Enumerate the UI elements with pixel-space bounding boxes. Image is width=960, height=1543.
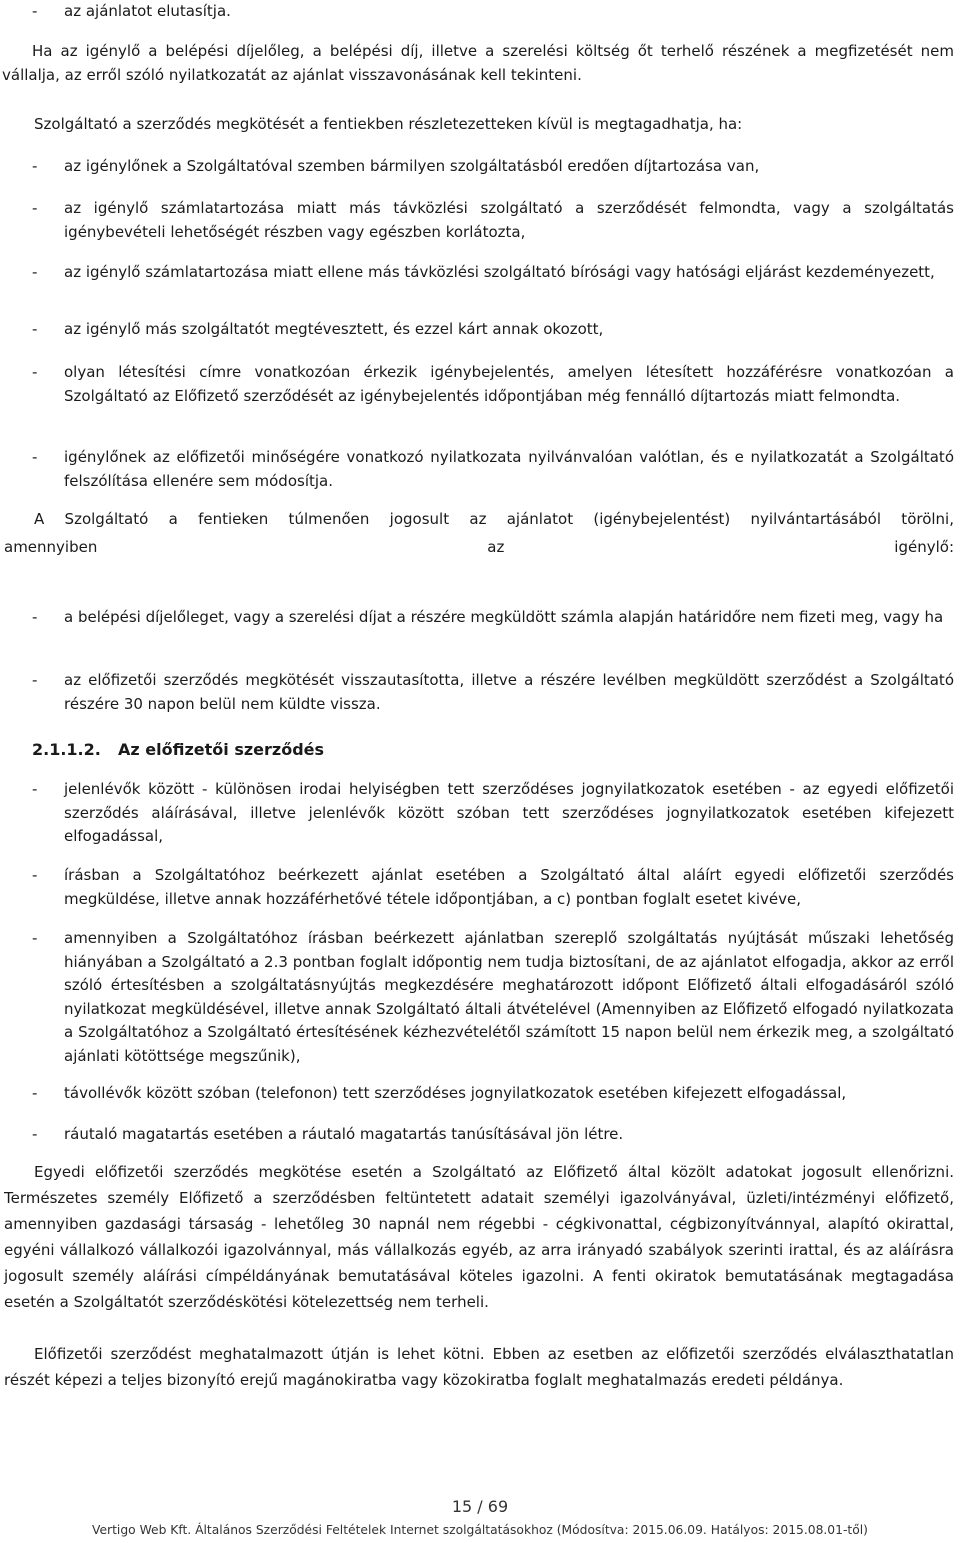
list-item-text: az igénylő számlatartozása miatt más távközlési szolgáltató a szerződését felmondta, vagy a szolgáltatás igénybevételi lehetőségét részben vagy egészben korlátozta, [64, 199, 954, 241]
list-item-text: írásban a Szolgáltatóhoz beérkezett ajánlat esetében a Szolgáltató által aláírt egyedi előfizetői szerződés megküldése, illetve annak hozzáférhetővé tétele időpontjában, a c) pontban foglalt esetet kivéve, [64, 866, 954, 908]
list-item-text: távollévők között szóban (telefonon) tett szerződéses jognyilatkozatok esetében kifejezett elfogadással, [64, 1084, 847, 1102]
paragraph-entry-fee: Ha az igénylő a belépési díjelőleg, a belépési díj, illetve a szerelési költség őt terhelő részének a megfizetését nem vállalja, az erről szóló nyilatkozatát az ajánlat visszavonásának kell tekinteni. [2, 42, 954, 84]
list-dash: - [32, 1084, 38, 1102]
list-item-text: ráutaló magatartás esetében a ráutaló magatartás tanúsításával jön létre. [64, 1125, 624, 1143]
page-number: 15 / 69 [451, 1497, 509, 1516]
list-item-text: olyan létesítési címre vonatkozóan érkezik igénybejelentés, amelyen létesített hozzáférésre vonatkozóan a Szolgáltató az Előfizető szerződését az igénybejelentés időpontjában még fennálló díjtartozás miatt felmondta. [64, 363, 954, 405]
list-dash: - [32, 608, 38, 626]
list-item-text: amennyiben a Szolgáltatóhoz írásban beérkezett ajánlatban szereplő szolgáltatás nyújtását műszaki lehetőség hiányában a Szolgáltató a 2.3 pontban foglalt időpontig nem tudja biztosítani, de az ajánlatot elfogadja, akkor az erről szóló értesítésben a szolgáltatásnyújtás megkezdésére meghatározott időpont Előfizető általi elfogadásáról szóló nyilatkozat megküldésével, illetve annak Szolgáltató általi átvételével (Amennyiben az Előfizető elfogadó nyilatkozata a Szolgáltatóhoz a Szolgáltató értesítésének kézhezvételétől számított 15 napon belül nem érkezik meg, a szolgáltató ajánlati kötöttsége megszűnik), [64, 929, 954, 1065]
list-dash: - [32, 448, 38, 466]
section-title: Az előfizetői szerződés [118, 740, 325, 759]
list-dash: - [32, 780, 38, 798]
section-heading [32, 738, 632, 764]
list-item-text: igénylőnek az előfizetői minőségére vonatkozó nyilatkozata nyilvánvalóan valótlan, és e nyilatkozatát a Szolgáltató felszólítása ellenére sem módosítja. [64, 448, 954, 490]
list-item-text: az igénylő más szolgáltatót megtévesztett, és ezzel kárt annak okozott, [64, 320, 604, 338]
paragraph-refusal-intro: Szolgáltató a szerződés megkötését a fentiekben részletezetteken kívül is megtagadhatja, ha: [34, 115, 743, 133]
section-number: 2.1.1.2. [32, 740, 101, 759]
list-dash: - [32, 263, 38, 281]
paragraph-delete [4, 508, 954, 559]
list-item-text: az ajánlatot elutasítja. [64, 2, 231, 20]
list-dash: - [32, 929, 38, 947]
list-dash: - [32, 671, 38, 689]
list-item-text: az előfizetői szerződés megkötését visszautasította, illetve a részére levélben megküldött szerződést a Szolgáltató részére 30 napon belül nem küldte vissza. [64, 671, 954, 713]
paragraph-proxy: Előfizetői szerződést meghatalmazott útján is lehet kötni. Ebben az esetben az előfizetői szerződés elválaszthatatlan részét képezi a teljes bizonyító erejű magánokiratba vagy közokiratba foglalt meghatalmazás eredeti példánya. [4, 1345, 954, 1390]
list-dash: - [32, 2, 38, 20]
paragraph-delete-line1: A Szolgáltató a fentieken túlmenően jogosult az ajánlatot (igénybejelentést) nyilvántartásából törölni, [34, 510, 954, 528]
list-dash: - [32, 363, 38, 381]
list-dash: - [32, 157, 38, 175]
list-item-text: jelenlévők között - különösen irodai helyiségben tett szerződéses jognyilatkozatok esetében - az egyedi előfizetői szerződés aláírásával, illetve jelenlévők között szóban tett szerződéses jognyilatkozatok esetében kifejezett elfogadással, [64, 780, 954, 845]
list-item-text: az igénylőnek a Szolgáltatóval szemben bármilyen szolgáltatásból eredően díjtartozása van, [64, 157, 760, 175]
list-dash: - [32, 320, 38, 338]
paragraph-delete-line2: amennyiben az igénylő: [4, 537, 954, 556]
list-dash: - [32, 866, 38, 884]
list-dash: - [32, 199, 38, 217]
list-item-text: az igénylő számlatartozása miatt ellene más távközlési szolgáltató bírósági vagy hatósági eljárást kezdeményezett, [64, 263, 935, 281]
list-item-text: a belépési díjelőleget, vagy a szerelési díjat a részére megküldött számla alapján határidőre nem fizeti meg, vagy ha [64, 608, 944, 626]
paragraph-verification: Egyedi előfizetői szerződés megkötése esetén a Szolgáltató az Előfizető által közölt adatokat jogosult ellenőrizni. Természetes személy Előfizető a szerződésben feltüntetett adatait személyi igazolványával, üzleti/intézményi előfizető, amennyiben gazdasági társaság - lehetőleg 30 napnál nem régebbi - cégkivonattal, cégbizonyítvánnyal, alapító okirattal, egyéni vállalkozó vállalkozói igazolvánnyal, más vállalkozás egyéb, az arra irányadó szabályok szerinti irattal, és az aláírásra jogosult személy aláírási címpéldányának bemutatásával köteles igazolni. A fenti okiratok bemutatásának megtagadása esetén a Szolgáltatót szerződéskötési kötelezettség nem terheli. [4, 1163, 954, 1312]
list-dash: - [32, 1125, 38, 1143]
page-footer: Vertigo Web Kft. Általános Szerződési Feltételek Internet szolgáltatásokhoz (Módosítva: 2015.06.09. Hatályos: 2015.08.01-től) [92, 1523, 868, 1537]
